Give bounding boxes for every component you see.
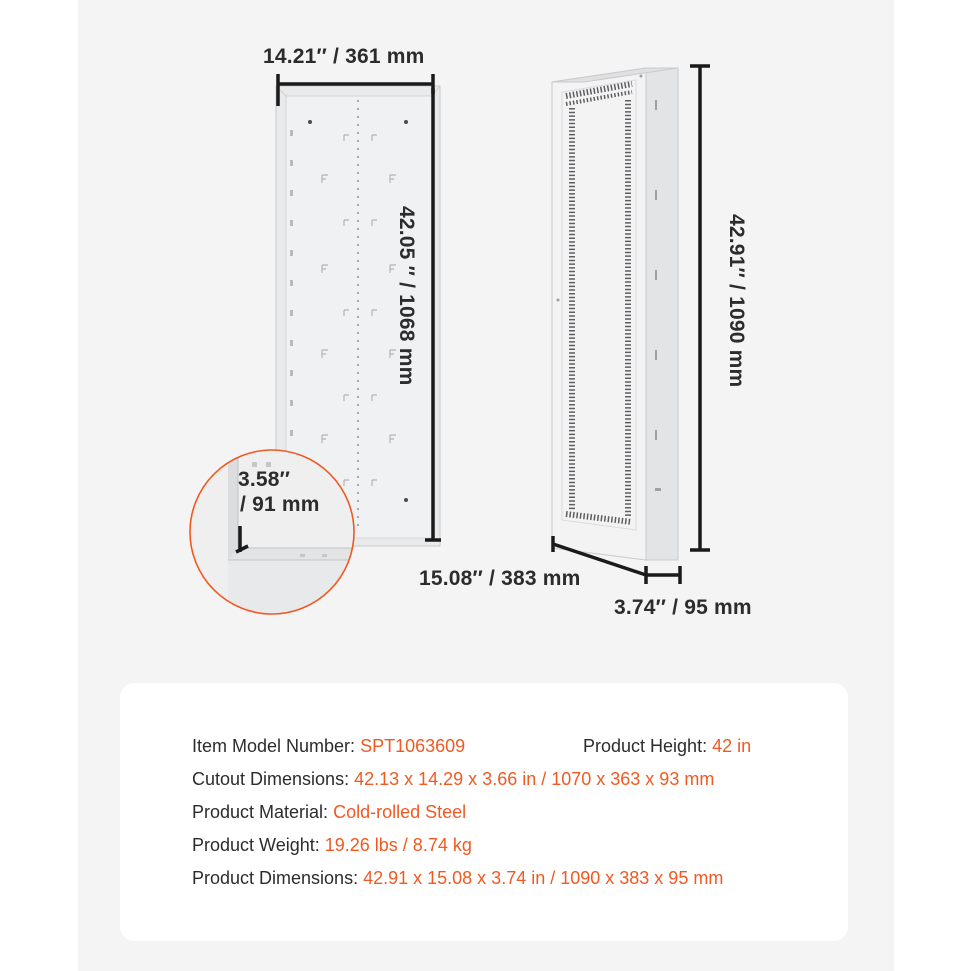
cutout-label: Cutout Dimensions: (192, 769, 350, 789)
model-value: SPT1063609 (360, 736, 466, 756)
model-label: Item Model Number: (192, 736, 356, 756)
cabinet-height-label: 42.91′′ / 1090 mm (725, 214, 748, 388)
spec-row-weight (192, 835, 472, 856)
cabinet-width-label: 15.08′′ / 383 mm (419, 567, 581, 590)
spec-row-model (192, 736, 465, 757)
spec-row-material (192, 802, 466, 823)
spec-row-height (583, 736, 751, 757)
weight-value: 19.26 lbs / 8.74 kg (324, 835, 472, 855)
front-width-label: 14.21′′ / 361 mm (263, 45, 425, 68)
weight-label: Product Weight: (192, 835, 320, 855)
cutout-value: 42.13 x 14.29 x 3.66 in / 1070 x 363 x 93 mm (354, 769, 715, 789)
depth-label-bottom: / 91 mm (240, 493, 320, 516)
material-value: Cold-rolled Steel (333, 802, 467, 822)
dimensions-label: Product Dimensions: (192, 868, 359, 888)
depth-label-top: 3.58′′ (238, 468, 291, 491)
cabinet-depth-label: 3.74′′ / 95 mm (614, 596, 752, 619)
closed-cabinet (552, 68, 678, 560)
height-value: 42 in (712, 736, 752, 756)
spec-row-dimensions (192, 868, 723, 889)
spec-card (120, 683, 848, 941)
front-height-label: 42.05 ′′ / 1068 mm (395, 206, 418, 386)
dimensions-value: 42.91 x 15.08 x 3.74 in / 1090 x 383 x 95 mm (363, 868, 724, 888)
material-label: Product Material: (192, 802, 329, 822)
spec-row-cutout (192, 769, 714, 790)
height-label: Product Height: (583, 736, 708, 756)
